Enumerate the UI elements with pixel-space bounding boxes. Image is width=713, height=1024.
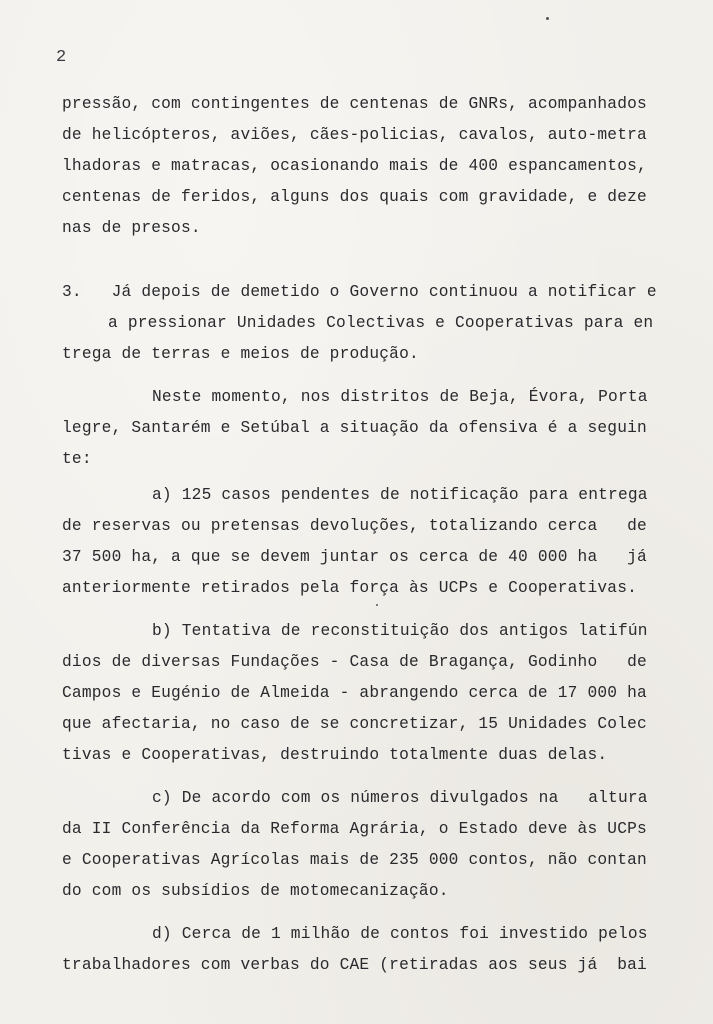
- text-line: legre, Santarém e Setúbal a situação da ofensiva é a seguin: [62, 419, 647, 437]
- text-line: que afectaria, no caso de se concretizar, 15 Unidades Colec: [62, 715, 647, 733]
- text-line: a pressionar Unidades Colectivas e Cooperativas para en: [108, 314, 654, 332]
- text-line: e Cooperativas Agrícolas mais de 235 000 contos, não contan: [62, 851, 647, 869]
- text-line: Neste momento, nos distritos de Beja, Évora, Porta: [152, 388, 648, 406]
- paper-speck: [376, 604, 378, 606]
- text-line: 37 500 ha, a que se devem juntar os cerca de 40 000 ha já: [62, 548, 647, 566]
- text-line: trabalhadores com verbas do CAE (retiradas aos seus já bai: [62, 956, 647, 974]
- text-line: pressão, com contingentes de centenas de GNRs, acompanhados: [62, 95, 647, 113]
- text-line: b) Tentativa de reconstituição dos antigos latifún: [152, 622, 648, 640]
- text-line: de reservas ou pretensas devoluções, totalizando cerca de: [62, 517, 647, 535]
- text-line: de helicópteros, aviões, cães-policias, cavalos, auto-metra: [62, 126, 647, 144]
- text-line: centenas de feridos, alguns dos quais com gravidade, e deze: [62, 188, 647, 206]
- text-line: nas de presos.: [62, 219, 201, 237]
- text-line: Campos e Eugénio de Almeida - abrangendo cerca de 17 000 ha: [62, 684, 647, 702]
- text-line: te:: [62, 450, 92, 468]
- text-line: da II Conferência da Reforma Agrária, o Estado deve às UCPs: [62, 820, 647, 838]
- text-line: tivas e Cooperativas, destruindo totalmente duas delas.: [62, 746, 608, 764]
- text-line: 3. Já depois de demetido o Governo continuou a notificar e: [62, 283, 657, 301]
- paper-speck: [546, 17, 549, 20]
- text-line: dios de diversas Fundações - Casa de Bragança, Godinho de: [62, 653, 647, 671]
- text-line: lhadoras e matracas, ocasionando mais de 400 espancamentos,: [62, 157, 647, 175]
- text-line: anteriormente retirados pela força às UCPs e Cooperativas.: [62, 579, 638, 597]
- text-line: do com os subsídios de motomecanização.: [62, 882, 449, 900]
- page-number: 2: [56, 48, 67, 67]
- text-line: trega de terras e meios de produção.: [62, 345, 419, 363]
- text-line: d) Cerca de 1 milhão de contos foi investido pelos: [152, 925, 648, 943]
- text-line: c) De acordo com os números divulgados na altura: [152, 789, 648, 807]
- text-line: a) 125 casos pendentes de notificação para entrega: [152, 486, 648, 504]
